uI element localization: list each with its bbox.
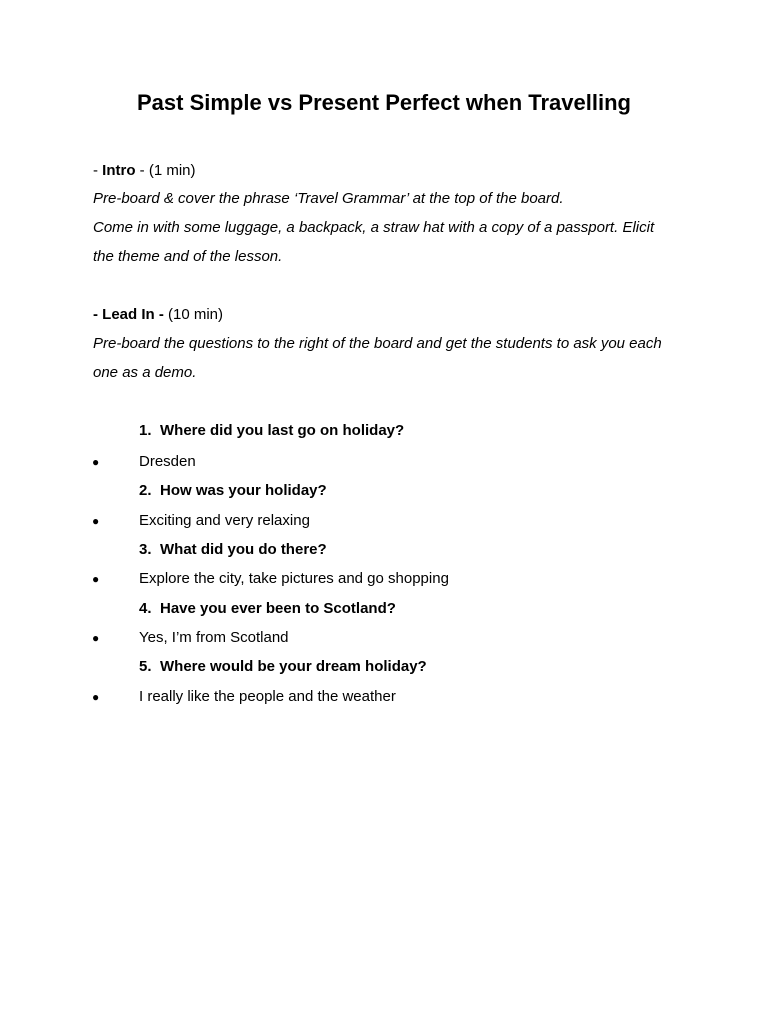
- page-title: Past Simple vs Present Perfect when Travelling: [137, 90, 631, 115]
- question-text: Where would be your dream holiday?: [160, 658, 427, 675]
- question-text: Where did you last go on holiday?: [160, 422, 405, 439]
- intro-line: the theme and of the lesson.: [93, 248, 283, 265]
- intro-heading: [93, 161, 693, 181]
- answer-text: Dresden: [139, 453, 196, 470]
- lead-in-heading: [93, 305, 693, 325]
- bullet-icon: ●: [92, 631, 100, 645]
- question-number: 5.: [139, 658, 152, 675]
- intro-prefix: -: [93, 162, 103, 179]
- bullet-icon: ●: [92, 572, 100, 586]
- question-item: [139, 481, 327, 501]
- lead-in-duration: (10 min): [163, 306, 224, 323]
- bullet-icon: ●: [92, 514, 100, 528]
- question-text: Have you ever been to Scotland?: [160, 600, 396, 617]
- question-number: 4.: [139, 600, 152, 617]
- question-item: [139, 421, 404, 441]
- question-text: How was your holiday?: [160, 482, 327, 499]
- bullet-icon: ●: [92, 690, 100, 704]
- answer-text: I really like the people and the weather: [139, 688, 396, 705]
- lead-in-line: Pre-board the questions to the right of the board and get the students to ask you each: [93, 335, 662, 352]
- question-item: [139, 657, 427, 677]
- lead-in-heading-label: - Lead In -: [93, 306, 164, 323]
- answer-text: Yes, I’m from Scotland: [139, 629, 289, 646]
- question-number: 1.: [139, 422, 152, 439]
- question-item: [139, 540, 327, 560]
- question-item: [139, 599, 396, 619]
- question-number: 2.: [139, 482, 152, 499]
- intro-heading-label: Intro: [102, 162, 136, 179]
- question-text: What did you do there?: [160, 541, 327, 558]
- lead-in-line: one as a demo.: [93, 364, 197, 381]
- intro-duration: - (1 min): [135, 162, 196, 179]
- answer-text: Explore the city, take pictures and go shopping: [139, 570, 449, 587]
- bullet-icon: ●: [92, 455, 100, 469]
- intro-line: Come in with some luggage, a backpack, a straw hat with a copy of a passport. Elicit: [93, 219, 655, 236]
- intro-line: Pre-board & cover the phrase ‘Travel Grammar’ at the top of the board.: [93, 190, 564, 207]
- answer-text: Exciting and very relaxing: [139, 512, 310, 529]
- question-number: 3.: [139, 541, 152, 558]
